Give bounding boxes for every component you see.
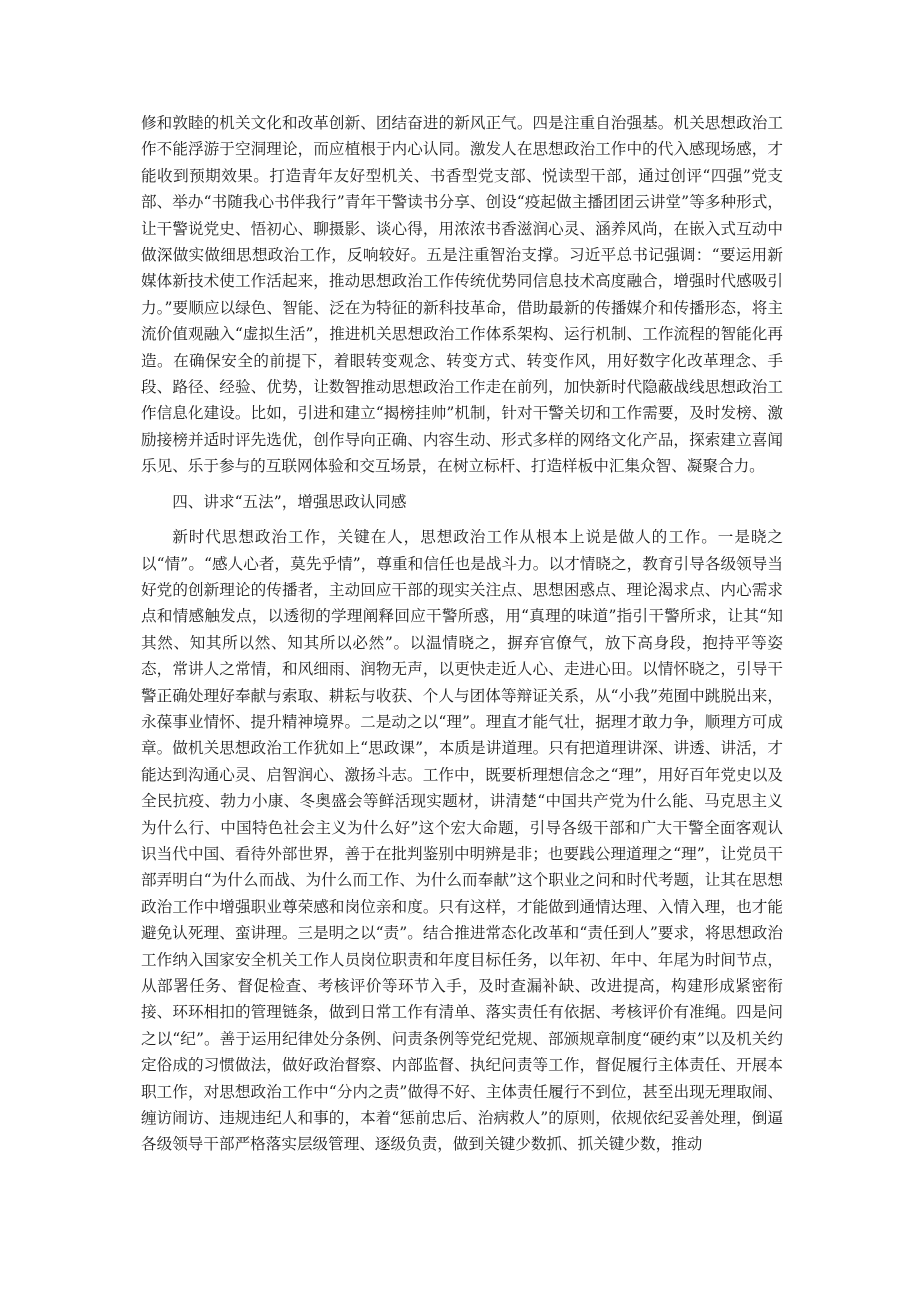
body-paragraph: 修和敦睦的机关文化和改革创新、团结奋进的新风正气。四是注重自治强基。机关思想政治工作不能浮游于空洞理论，而应植根于内心认同。激发人在思想政治工作中的代入感现场感，才能收到预期效果。打造青年友好型机关、书香型党支部、悦读型干部，通过创评“四强”党支部、举办“书随我心书伴我行”青年干警读书分享、创设“疫起做主播团团云讲堂”等多种形式，让干警说党史、悟初心、聊摄影、谈心得，用浓浓书香滋润心灵、涵养风尚，在嵌入式互动中做深做实做细思想政治工作，反响较好。五是注重智治支撑。习近平总书记强调：“要运用新媒体新技术使工作活起来，推动思想政治工作传统优势同信息技术高度融合，增强时代感吸引力。”要顺应以绿色、智能、泛在为特征的新科技革命，借助最新的传播媒介和传播形态，将主流价值观融入“虚拟生活”，推进机关思想政治工作体系架构、运行机制、工作流程的智能化再造。在确保安全的前提下，着眼转变观念、转变方式、转变作风，用好数字化改革理念、手段、路径、经验、优势，让数智推动思想政治工作走在前列，加快新时代隐蔽战线思想政治工作信息化建设。比如，引进和建立“揭榜挂帅”机制，针对干警关切和工作需要，及时发榜、激励接榜并适时评先选优，创作导向正确、内容生动、形式多样的网络文化产品，探索建立喜闻乐见、乐于参与的互联网体验和交互场景，在树立标杆、打造样板中汇集众智、凝聚合力。 <box>141 114 783 476</box>
document-body <box>141 110 783 1158</box>
section-heading: 四、讲求“五法”，增强思政认同感 <box>172 492 407 511</box>
body-paragraph: 新时代思想政治工作，关键在人，思想政治工作从根本上说是做人的工作。一是晓之以“情”。“感人心者，莫先乎情”，尊重和信任也是战斗力。以才情晓之，教育引导各级领导当好党的创新理论的传播者，主动回应干部的现实关注点、思想困惑点、理论渴求点、内心需求点和情感触发点，以透彻的学理阐释回应干警所惑，用“真理的味道”指引干警所求，让其“知其然、知其所以然、知其所以必然”。以温情晓之，摒弃官僚气，放下高身段，抱持平等姿态，常讲人之常情，和风细雨、润物无声，以更快走近人心、走进心田。以情怀晓之，引导干警正确处理好奉献与索取、耕耘与收获、个人与团体等辩证关系，从“小我”苑囿中跳脱出来，永葆事业情怀、提升精神境界。二是动之以“理”。理直才能气壮，据理才敢力争，顺理方可成章。做机关思想政治工作犹如上“思政课”，本质是讲道理。只有把道理讲深、讲透、讲活，才能达到沟通心灵、启智润心、激扬斗志。工作中，既要析理想信念之“理”，用好百年党史以及全民抗疫、勃力小康、冬奥盛会等鲜活现实题材，讲清楚“中国共产党为什么能、马克思主义为什么行、中国特色社会主义为什么好”这个宏大命题，引导各级干部和广大干警全面客观认识当代中国、看待外部世界，善于在批判鉴别中明辨是非；也要践公理道理之“理”，让党员干部弄明白“为什么而战、为什么而工作、为什么而奉献”这个职业之问和时代考题，让其在思想政治工作中增强职业尊荣感和岗位亲和度。只有这样，才能做到通情达理、入情入理，也才能避免认死理、蛮讲理。三是明之以“责”。结合推进常态化改革和“责任到人”要求，将思想政治工作纳入国家安全机关工作人员岗位职责和年度目标任务，以年初、年中、年尾为时间节点，从部署任务、督促检查、考核评价等环节入手，及时查漏补缺、改进提高，构建形成紧密衔接、环环相扣的管理链条，做到日常工作有清单、落实责任有依据、考核评价有准绳。四是问之以“纪”。善于运用纪律处分条例、问责条例等党纪党规、部颁规章制度“硬约束”以及机关约定俗成的习惯做法，做好政治督察、内部监督、执纪问责等工作，督促履行主体责任、开展本职工作，对思想政治工作中“分内之责”做得不好、主体责任履行不到位，甚至出现无理取闹、缠访闹访、违规违纪人和事的，本着“惩前忠后、治病救人”的原则，依规依纪妥善处理，倒逼各级领导干部严格落实层级管理、逐级负责，做到关键少数抓、抓关键少数，推动 <box>141 528 783 1154</box>
paragraph-spacer <box>141 480 783 484</box>
